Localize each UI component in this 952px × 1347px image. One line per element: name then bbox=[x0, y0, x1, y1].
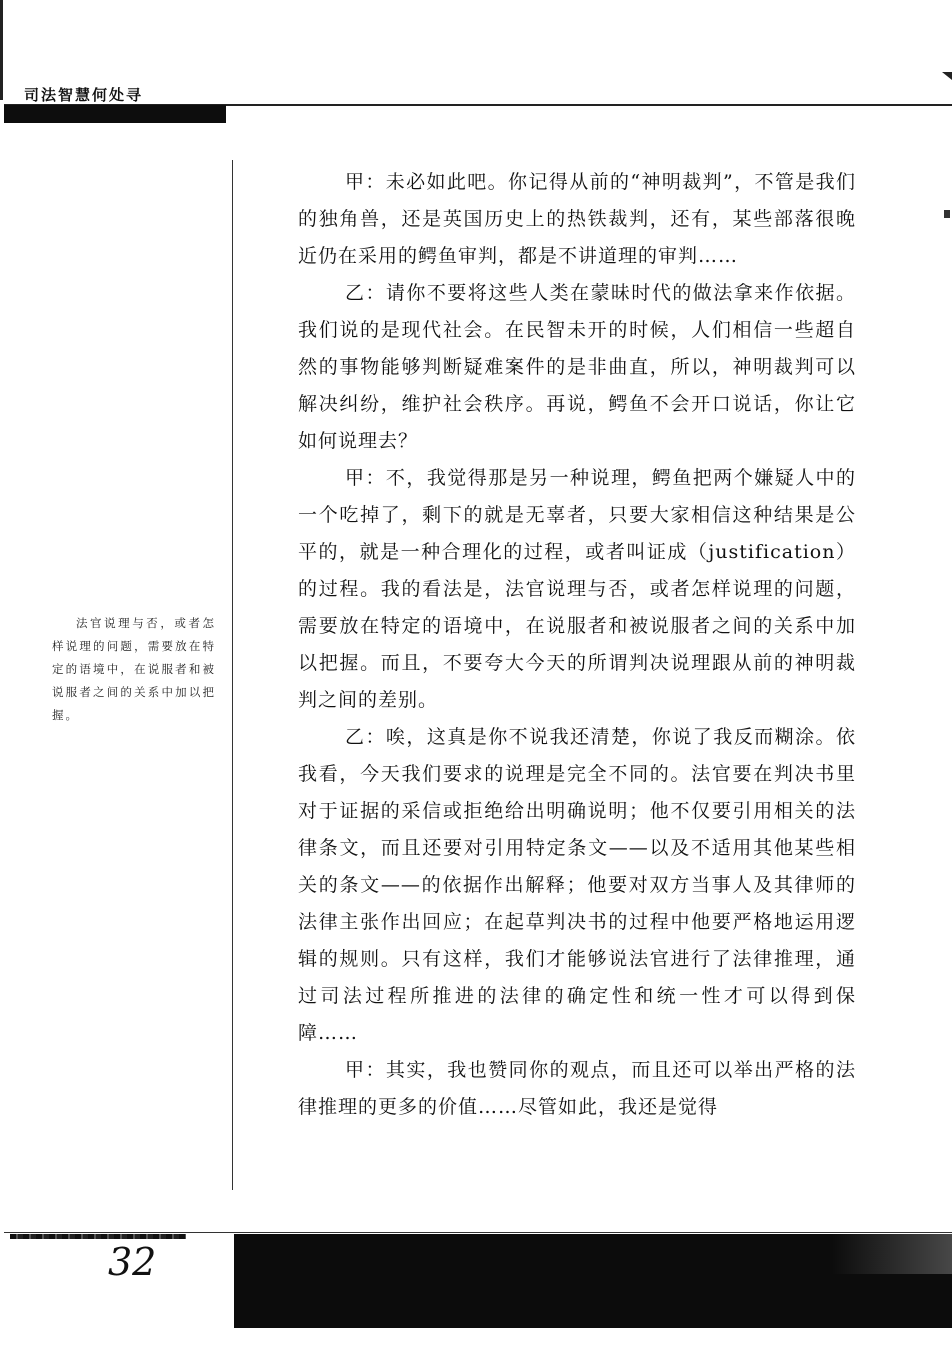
margin-note: 法官说理与否，或者怎样说理的问题，需要放在特定的语境中，在说服者和被说服者之间的关系中加以把握。 bbox=[52, 616, 216, 722]
paragraph: 乙：唉，这真是你不说我还清楚，你说了我反而糊涂。依我看，今天我们要求的说理是完全不同的。法官要在判决书里对于证据的采信或拒绝给出明确说明；他不仅要引用相关的法律条文，而且还要对引用特定条文——以及不适用其他某些相关的条文——的依据作出解释；他要对双方当事人及其律师的法律主张作出回应；在起草判决书的过程中他要严格地运用逻辑的规则。只有这样，我们才能够说法官进行了法律推理，通过司法过程所推进的法律的确定性和统一性才可以得到保障…… bbox=[298, 726, 856, 1044]
scan-corner-mark bbox=[942, 72, 952, 80]
paragraph: 甲：其实，我也赞同你的观点，而且还可以举出严格的法律推理的更多的价值……尽管如此，我还是觉得 bbox=[298, 1059, 856, 1118]
scan-edge-mark bbox=[944, 210, 950, 218]
paragraph: 乙：请你不要将这些人类在蒙昧时代的做法拿来作依据。我们说的是现代社会。在民智未开的时候，人们相信一些超自然的事物能够判断疑难案件的是非曲直，所以，神明裁判可以解决纠纷，维护社会秩序。再说，鳄鱼不会开口说话，你让它如何说理去？ bbox=[298, 282, 856, 452]
page-number: 32 bbox=[108, 1240, 157, 1284]
margin-rule bbox=[232, 160, 233, 1190]
body-text bbox=[298, 164, 856, 1126]
footer-bar-fade bbox=[832, 1234, 952, 1274]
header-rule-block bbox=[4, 105, 226, 123]
footer-rule-texture bbox=[10, 1234, 186, 1239]
footer-rule bbox=[4, 1232, 952, 1233]
running-title: 司法智慧何处寻 bbox=[24, 86, 144, 104]
paragraph: 甲：未必如此吧。你记得从前的“神明裁判”，不管是我们的独角兽，还是英国历史上的热铁裁判，还有，某些部落很晚近仍在采用的鳄鱼审判，都是不讲道理的审判…… bbox=[298, 171, 856, 267]
paragraph: 甲：不，我觉得那是另一种说理，鳄鱼把两个嫌疑人中的一个吃掉了，剩下的就是无辜者，只要大家相信这种结果是公平的，就是一种合理化的过程，或者叫证成（justification）的过程。我的看法是，法官说理与否，或者怎样说理的问题，需要放在特定的语境中，在说服者和被说服者之间的关系中加以把握。而且，不要夸大今天的所谓判决说理跟从前的神明裁判之间的差别。 bbox=[298, 467, 856, 711]
scan-left-edge bbox=[0, 0, 3, 100]
